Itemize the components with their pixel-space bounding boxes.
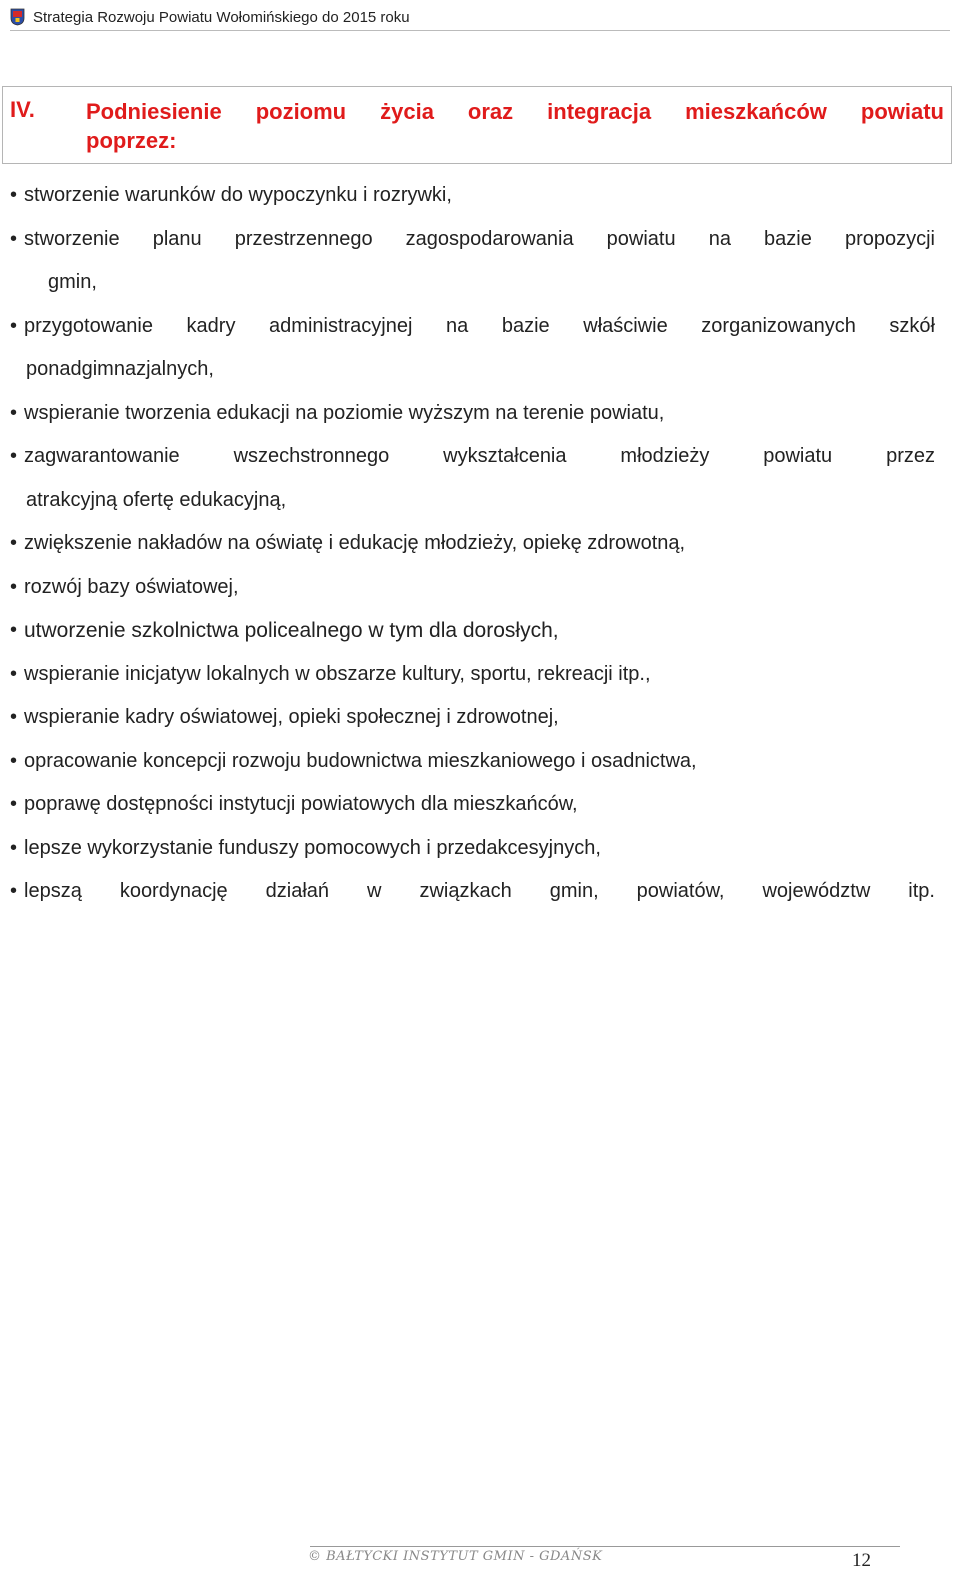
section-heading bbox=[86, 97, 944, 155]
bullet-icon: • bbox=[10, 445, 18, 467]
list-item-line-2: gmin, bbox=[48, 271, 97, 293]
bullet-icon: • bbox=[10, 619, 18, 641]
list-item bbox=[10, 218, 935, 305]
bullet-icon: • bbox=[10, 706, 18, 728]
list-item bbox=[10, 174, 935, 218]
list-item-line-1: stworzenie planu przestrzennego zagospodarowania powiatu na bazie propozycji bbox=[24, 227, 935, 250]
list-item bbox=[10, 566, 935, 610]
list-item-text: zwiększenie nakładów na oświatę i edukację młodzieży, opiekę zdrowotną, bbox=[24, 532, 686, 554]
bullet-icon: • bbox=[10, 662, 18, 685]
bullet-icon: • bbox=[10, 575, 18, 598]
bullet-icon: • bbox=[10, 793, 18, 815]
list-item-text: poprawę dostępności instytucji powiatowych dla mieszkańców, bbox=[24, 793, 578, 815]
page-header bbox=[10, 4, 950, 31]
footer-institute: © BAŁTYCKI INSTYTUT GMIN - GDAŃSK bbox=[308, 1549, 603, 1564]
section-number: IV. bbox=[10, 97, 35, 122]
list-item bbox=[10, 870, 935, 914]
section-heading-line-1: Podniesienie poziomu życia oraz integracja mieszkańców powiatu bbox=[86, 99, 944, 124]
list-item bbox=[10, 783, 935, 827]
list-item-line-1: przygotowanie kadry administracyjnej na bazie właściwie zorganizowanych szkół bbox=[24, 314, 935, 337]
list-item-text bbox=[10, 218, 935, 305]
bullet-icon: • bbox=[10, 184, 18, 206]
document-title: Strategia Rozwoju Powiatu Wołomińskiego do 2015 roku bbox=[33, 8, 410, 26]
list-item-line-1: zagwarantowanie wszechstronnego wykształcenia młodzieży powiatu przez bbox=[24, 445, 935, 467]
bullet-icon: • bbox=[10, 532, 18, 554]
list-item-text: rozwój bazy oświatowej, bbox=[24, 575, 239, 598]
section-heading-line-2: poprzez: bbox=[86, 128, 177, 153]
bullet-icon: • bbox=[10, 749, 18, 772]
list-item bbox=[10, 696, 935, 740]
list-item-line-2: atrakcyjną ofertę edukacyjną, bbox=[26, 488, 287, 511]
list-item bbox=[10, 305, 935, 392]
bullet-icon: • bbox=[10, 314, 18, 337]
list-item-text: wspieranie tworzenia edukacji na poziomie wyższym na terenie powiatu, bbox=[24, 401, 665, 424]
footer-divider bbox=[310, 1546, 900, 1547]
list-item bbox=[10, 827, 935, 871]
list-item bbox=[10, 609, 935, 653]
goals-list bbox=[10, 174, 935, 914]
list-item-text: lepszą koordynację działań w związkach gmin, powiatów, województw itp. bbox=[24, 880, 935, 902]
bullet-icon: • bbox=[10, 401, 18, 424]
list-item-text: opracowanie koncepcji rozwoju budownictwa mieszkaniowego i osadnictwa, bbox=[24, 749, 697, 772]
list-item-line-2: ponadgimnazjalnych, bbox=[26, 358, 214, 380]
list-item bbox=[10, 740, 935, 784]
bullet-icon: • bbox=[10, 880, 18, 902]
list-item bbox=[10, 653, 935, 697]
list-item bbox=[10, 522, 935, 566]
bullet-icon: • bbox=[10, 227, 18, 250]
list-item bbox=[10, 392, 935, 436]
list-item-text: utworzenie szkolnictwa policealnego w tym dla dorosłych, bbox=[24, 619, 559, 642]
list-item-text: stworzenie warunków do wypoczynku i rozrywki, bbox=[24, 184, 452, 206]
list-item-text bbox=[10, 435, 935, 522]
list-item-text: wspieranie kadry oświatowej, opieki społecznej i zdrowotnej, bbox=[24, 706, 559, 728]
list-item-text: wspieranie inicjatyw lokalnych w obszarze kultury, sportu, rekreacji itp., bbox=[24, 662, 651, 685]
page-number: 12 bbox=[852, 1550, 871, 1571]
coat-of-arms-icon bbox=[10, 8, 25, 26]
list-item-text bbox=[10, 305, 935, 392]
bullet-icon: • bbox=[10, 836, 18, 859]
list-item bbox=[10, 435, 935, 522]
list-item-text: lepsze wykorzystanie funduszy pomocowych i przedakcesyjnych, bbox=[24, 836, 601, 859]
